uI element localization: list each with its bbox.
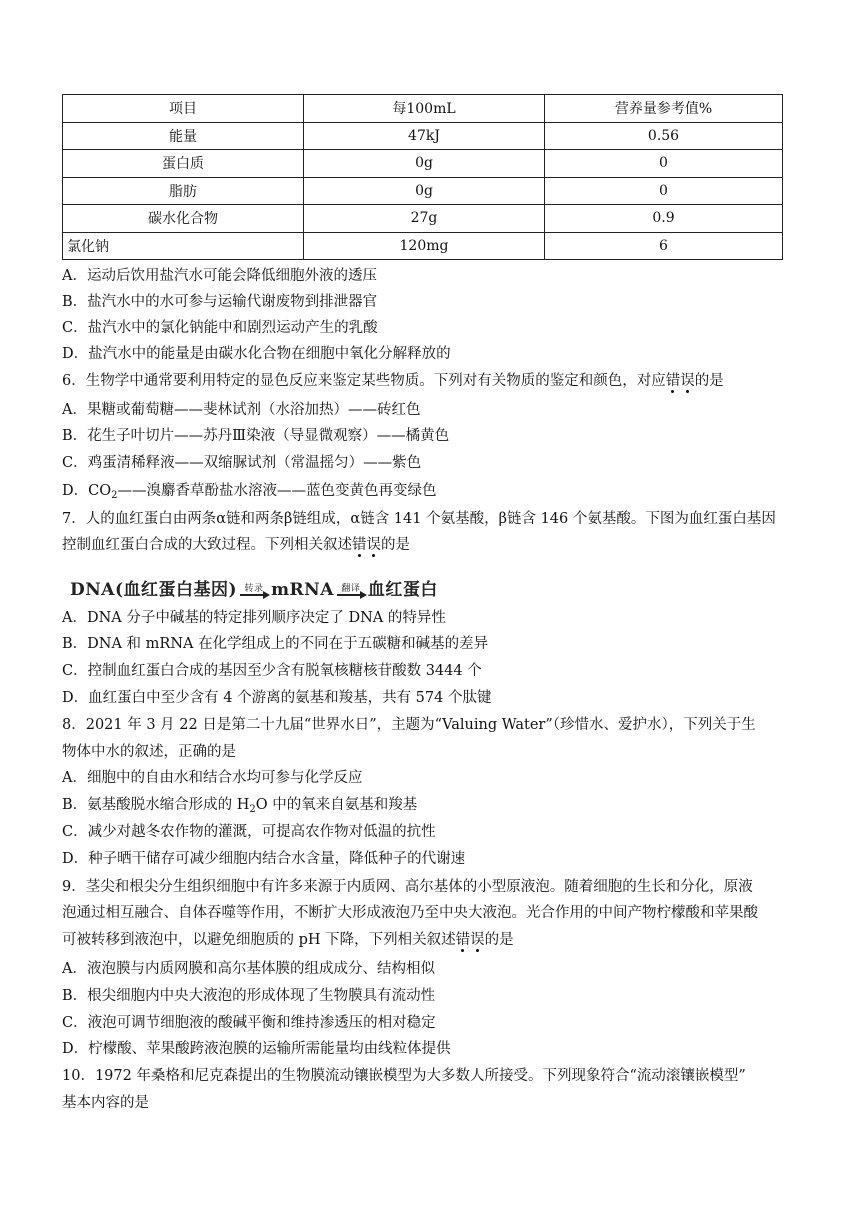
- table-cell: 氯化钠: [63, 232, 304, 260]
- figure-dna-label: DNA(血红蛋白基因): [70, 580, 238, 600]
- translation-arrow: [337, 585, 365, 596]
- q7-option-d: D．血红蛋白中至少含有 4 个游离的氨基和羧基，共有 574 个肽键: [62, 690, 492, 706]
- q7-option-a: A．DNA 分子中碱基的特定排列顺序决定了 DNA 的特异性: [62, 610, 446, 626]
- q6-option-d-text: ——溴麝香草酚盐水溶液——蓝色变黄色再变绿色: [117, 483, 437, 499]
- q8-option-c: C．减少对越冬农作物的灌溉，可提高农作物对低温的抗性: [62, 824, 436, 840]
- q9-option-d: D．柠檬酸、苹果酸跨液泡膜的运输所需能量均由线粒体提供: [62, 1041, 451, 1057]
- table-cell: 47kJ: [304, 122, 545, 150]
- arrow-icon: [337, 594, 365, 596]
- q8-option-a: A．细胞中的自由水和结合水均可参与化学反应: [62, 770, 363, 786]
- table-cell: 120mg: [304, 232, 545, 260]
- emphasis-char: 误: [470, 932, 485, 948]
- q9-option-c: C．液泡可调节细胞液的酸碱平衡和维持渗透压的相对稳定: [62, 1015, 436, 1031]
- table-cell: 碳水化合物: [63, 205, 304, 233]
- subscript: 2: [249, 804, 256, 815]
- q10-stem-line2: 基本内容的是: [62, 1095, 149, 1111]
- q8-option-b: [62, 795, 417, 815]
- q7-stem-end: 的是: [381, 537, 410, 553]
- q7-option-c: C．控制血红蛋白合成的基因至少含有脱氧核糖核苷酸数 3444 个: [62, 663, 482, 679]
- q6-option-c: C．鸡蛋清稀释液——双缩脲试剂（常温摇匀）——紫色: [62, 455, 422, 471]
- q9-stem-line3: [62, 930, 514, 950]
- emphasis-char: 错: [352, 537, 367, 553]
- table-header-cell: 每100mL: [304, 95, 545, 123]
- arrow-label: 转录: [244, 584, 264, 594]
- gene-expression-figure: [70, 566, 438, 600]
- table-cell: 0g: [304, 150, 545, 178]
- table-row: [63, 150, 783, 178]
- arrow-icon: [240, 594, 268, 596]
- q6-stem-end: 的是: [694, 373, 724, 389]
- q6-option-b: B．花生子叶切片——苏丹Ⅲ染液（导显微观察）——橘黄色: [62, 428, 450, 444]
- q6-stem-text: 6．生物学中通常要利用特定的显色反应来鉴定某些物质。下列对有关物质的鉴定和颜色，对应: [62, 373, 666, 389]
- table-row: [63, 122, 783, 150]
- q9-stem-text: 可被转移到液泡中，以避免细胞质的 pH 下降，下列相关叙述: [62, 932, 456, 948]
- q8-stem-line1: 8．2021 年 3 月 22 日是第二十九届“世界水日”，主题为“Valuing Water”（珍惜水、爱护水），下列关于生: [62, 717, 756, 733]
- table-cell: 0.56: [545, 122, 783, 150]
- table-cell: 6: [545, 232, 783, 260]
- q7-option-b: B．DNA 和 mRNA 在化学组成上的不同在于五碳糖和碱基的差异: [62, 636, 489, 652]
- figure-mrna-label: mRNA: [271, 580, 334, 600]
- table-cell: 27g: [304, 205, 545, 233]
- q7-stem-line2: [62, 535, 410, 555]
- table-cell: 能量: [63, 122, 304, 150]
- q8-option-d: D．种子晒干储存可减少细胞内结合水含量，降低种子的代谢速: [62, 851, 466, 867]
- q6-option-d-prefix: D．CO: [62, 483, 112, 499]
- table-cell: 脂肪: [63, 177, 304, 205]
- q8-option-b-prefix: B．氨基酸脱水缩合形成的 H: [62, 797, 250, 813]
- figure-protein-label: 血红蛋白: [367, 580, 438, 600]
- transcription-arrow: [240, 585, 268, 596]
- q6-option-d: [62, 481, 436, 501]
- q6-stem: [62, 371, 724, 391]
- q9-stem-end: 的是: [484, 932, 514, 948]
- table-cell: 0g: [304, 177, 545, 205]
- q9-option-a: A．液泡膜与内质网膜和高尔基体膜的组成成分、结构相似: [62, 961, 435, 977]
- table-header-cell: 营养量参考值%: [545, 95, 783, 123]
- table-row: [63, 205, 783, 233]
- table-header-row: [63, 95, 783, 123]
- emphasis-char: 错: [455, 932, 471, 948]
- subscript: 2: [111, 490, 118, 501]
- table-cell: 0: [545, 150, 783, 178]
- table-cell: 蛋白质: [63, 150, 304, 178]
- q5-option-a: A．运动后饮用盐汽水可能会降低细胞外液的透压: [62, 268, 377, 284]
- q5-option-c: C．盐汽水中的氯化钠能中和剧烈运动产生的乳酸: [62, 320, 378, 336]
- table-cell: 0.9: [545, 205, 783, 233]
- table-row: [63, 232, 783, 260]
- q5-option-b: B．盐汽水中的水可参与运输代谢废物到排泄器官: [62, 294, 378, 310]
- q8-stem-line2: 物体中水的叙述，正确的是: [62, 744, 236, 760]
- q7-stem-text: 控制血红蛋白合成的大致过程。下列相关叙述: [62, 537, 352, 553]
- q8-option-b-text: O 中的氧来自氨基和羧基: [255, 797, 418, 813]
- table-cell: 0: [545, 177, 783, 205]
- emphasis-char: 错: [665, 373, 681, 389]
- q10-stem-line1: 10．1972 年桑格和尼克森提出的生物膜流动镶嵌模型为大多数人所接受。下列现象符合“流动滚镶嵌模型”: [62, 1068, 746, 1084]
- q9-option-b: B．根尖细胞内中央大液泡的形成体现了生物膜具有流动性: [62, 988, 436, 1004]
- q9-stem-line1: 9．茎尖和根尖分生组织细胞中有许多来源于内质网、高尔基体的小型原液泡。随着细胞的生长和分化，原液: [62, 879, 753, 895]
- q5-option-d: D．盐汽水中的能量是由碳水化合物在细胞中氧化分解释放的: [62, 346, 451, 362]
- arrow-label: 翻译: [341, 584, 361, 594]
- table-header-cell: 项目: [63, 95, 304, 123]
- table-row: [63, 177, 783, 205]
- emphasis-char: 误: [680, 373, 695, 389]
- q6-option-a: A．果糖或葡萄糖——斐林试剂（水浴加热）——砖红色: [62, 402, 421, 418]
- nutrition-table: [62, 94, 783, 260]
- emphasis-char: 误: [366, 537, 381, 553]
- q7-stem-line1: 7．人的血红蛋白由两条α链和两条β链组成，α链含 141 个氨基酸，β链含 146 个氨基酸。下图为血红蛋白基因: [62, 511, 776, 527]
- q9-stem-line2: 泡通过相互融合、自体吞噬等作用，不断扩大形成液泡乃至中央大液泡。光合作用的中间产物柠檬酸和苹果酸: [62, 905, 758, 921]
